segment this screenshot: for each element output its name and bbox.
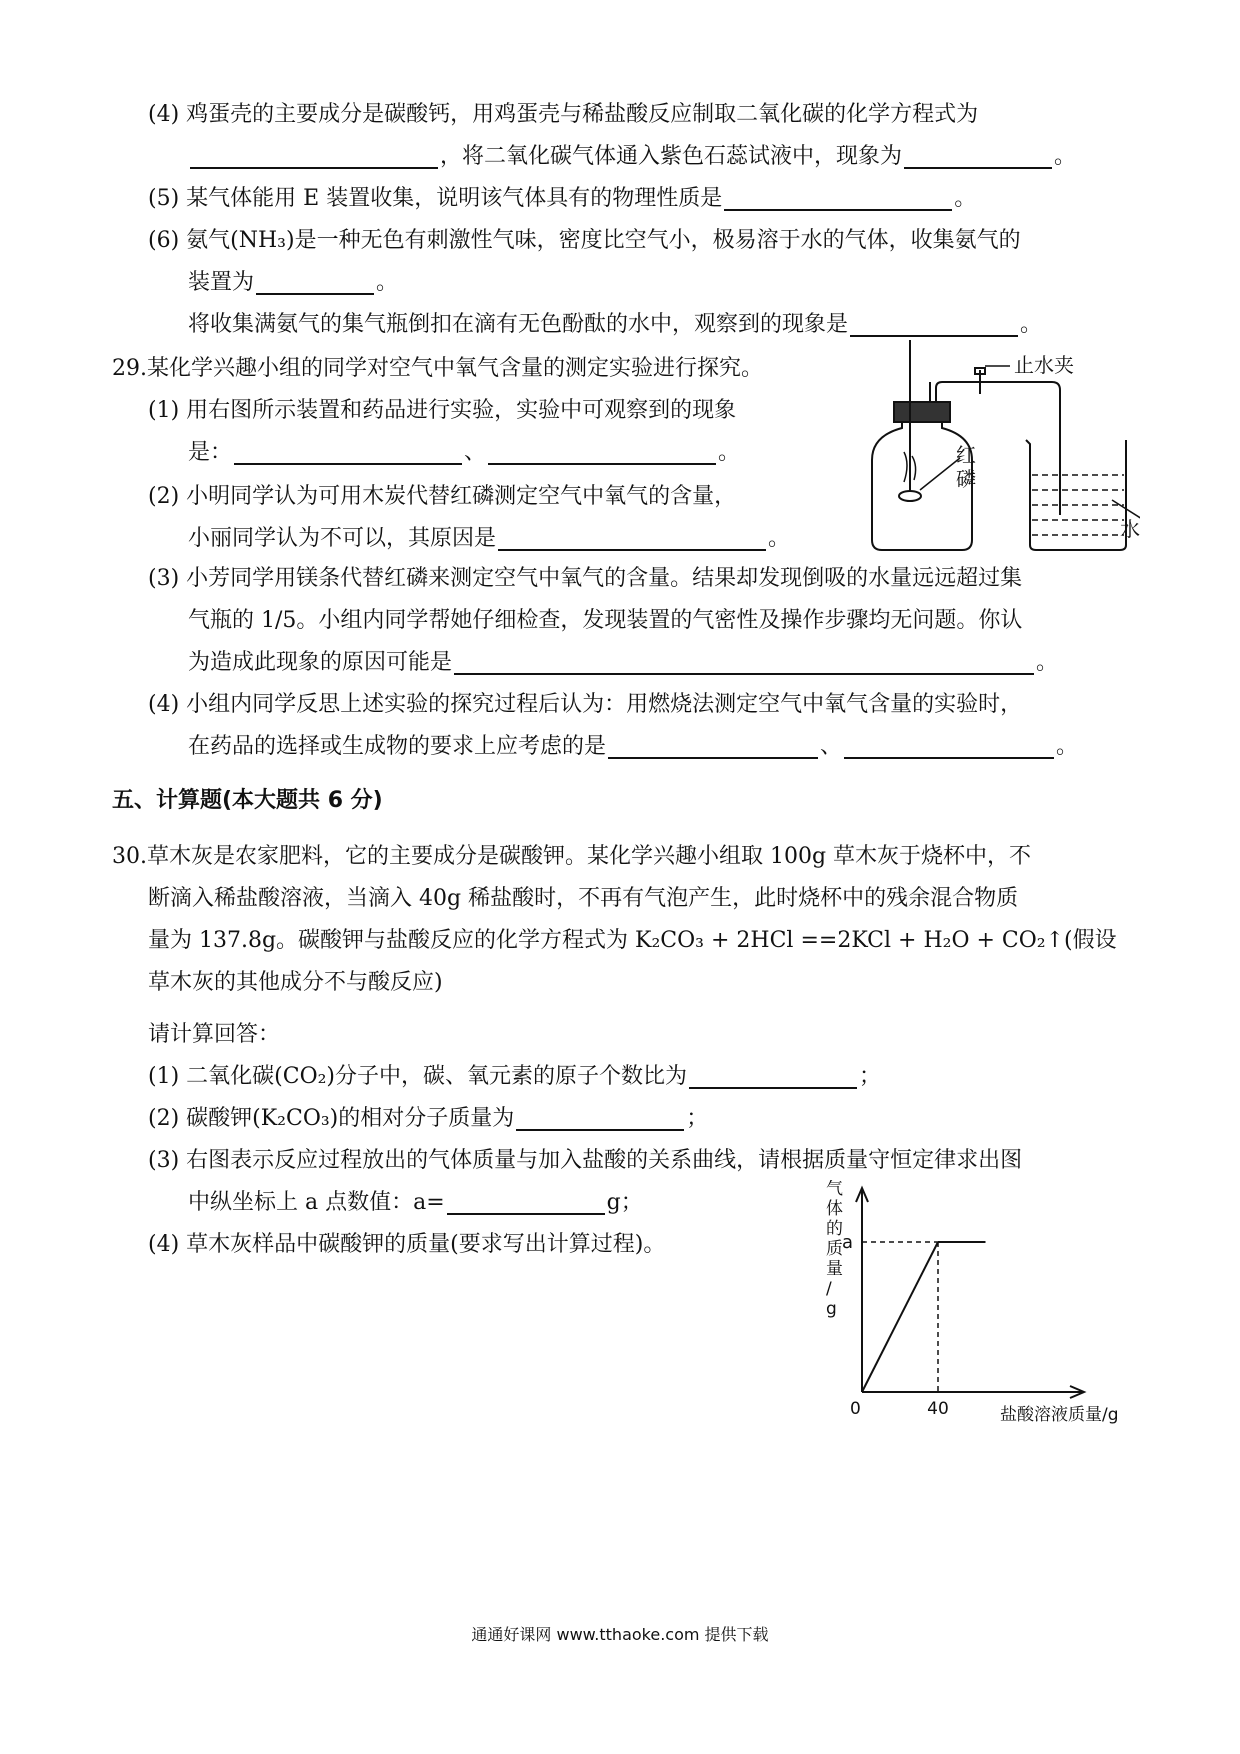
answer-blank[interactable] — [844, 731, 1054, 759]
q30-p1: (1) 二氧化碳(CO₂)分子中，碳、氧元素的原子个数比为 ； — [148, 1058, 881, 1096]
apparatus-figure — [850, 340, 1140, 555]
x-tick-label: 40 — [927, 1399, 949, 1419]
q30-line1: 30.草木灰是农家肥料，它的主要成分是碳酸钾。某化学兴趣小组取 100g 草木灰于烧杯中，不 — [112, 844, 1032, 869]
q29-p3-line1: (3) 小芳同学用镁条代替红磷来测定空气中氧气的含量。结果却发现倒吸的水量远远超过集 — [148, 566, 1023, 591]
q28-p4-line2: ，将二氧化碳气体通入紫色石蕊试液中，现象为 。 — [188, 138, 1076, 176]
q29-p4-line2: 在药品的选择或生成物的要求上应考虑的是 、 。 — [188, 728, 1078, 766]
clamp-label: 止水夹 — [1014, 353, 1074, 377]
y-tick-label: a — [842, 1232, 854, 1253]
answer-blank[interactable] — [516, 1103, 684, 1131]
answer-blank[interactable] — [724, 183, 952, 211]
answer-blank[interactable] — [447, 1187, 605, 1215]
q30-line3: 量为 137.8g。碳酸钾与盐酸反应的化学方程式为 K₂CO₃ + 2HCl ==2KCl + H₂O + CO₂↑(假设 — [148, 928, 1117, 953]
q29-title: 29.某化学兴趣小组的同学对空气中氧气含量的测定实验进行探究。 — [112, 356, 763, 381]
series-line-segment — [862, 1242, 938, 1392]
q30-p3-line2: 中纵坐标上 a 点数值：a= g； — [188, 1184, 643, 1222]
y-axis-label-char: g — [826, 1299, 837, 1319]
red-phosphorus-label-2: 磷 — [956, 467, 976, 491]
q29-p4-line1: (4) 小组内同学反思上述实验的探究过程后认为：用燃烧法测定空气中氧气含量的实验时， — [148, 692, 1023, 717]
q29-p2-line1: (2) 小明同学认为可用木炭代替红磷测定空气中氧气的含量， — [148, 484, 737, 509]
q29-p3-line2: 气瓶的 1/5。小组内同学帮她仔细检查，发现装置的气密性及操作步骤均无问题。你认 — [188, 608, 1023, 633]
gas-mass-chart — [820, 1180, 1140, 1440]
q29-p1-line2: 是： 、 。 — [188, 434, 740, 472]
q29-p3-line3: 为造成此现象的原因可能是 。 — [188, 644, 1058, 682]
q28-p4-line1: (4) 鸡蛋壳的主要成分是碳酸钙，用鸡蛋壳与稀盐酸反应制取二氧化碳的化学方程式为 — [148, 102, 979, 127]
red-phosphorus-label-1: 红 — [956, 443, 976, 467]
q28-p6-line1: (6) 氨气(NH₃)是一种无色有刺激性气味，密度比空气小，极易溶于水的气体，收集氨气的 — [148, 228, 1021, 253]
y-axis-label-char: 质 — [826, 1239, 843, 1259]
y-axis-label-char: / — [826, 1279, 832, 1299]
answer-blank[interactable] — [689, 1061, 857, 1089]
answer-blank[interactable] — [904, 141, 1052, 169]
q30-line2: 断滴入稀盐酸溶液，当滴入 40g 稀盐酸时，不再有气泡产生，此时烧杯中的残余混合物质 — [148, 886, 1019, 911]
origin-tick-label: 0 — [850, 1399, 861, 1419]
x-axis-label: 盐酸溶液质量/g — [1000, 1405, 1119, 1425]
q30-line5: 请计算回答： — [148, 1022, 281, 1047]
answer-blank[interactable] — [234, 437, 462, 465]
q30-p3-line1: (3) 右图表示反应过程放出的气体质量与加入盐酸的关系曲线，请根据质量守恒定律求出图 — [148, 1148, 1023, 1173]
y-axis-label-char: 量 — [826, 1259, 843, 1279]
section-heading: 五、计算题(本大题共 6 分) — [112, 788, 383, 813]
water-label: 水 — [1120, 517, 1140, 541]
q30-p2: (2) 碳酸钾(K₂CO₃)的相对分子质量为 ； — [148, 1100, 708, 1138]
q29-p2-line2: 小丽同学认为不可以，其原因是 。 — [188, 520, 790, 558]
q30-line4: 草木灰的其他成分不与酸反应) — [148, 970, 443, 995]
answer-blank[interactable] — [498, 523, 766, 551]
answer-blank[interactable] — [190, 141, 438, 169]
answer-blank[interactable] — [608, 731, 818, 759]
q29-p1-line1: (1) 用右图所示装置和药品进行实验，实验中可观察到的现象 — [148, 398, 737, 423]
y-axis-label-char: 体 — [826, 1199, 843, 1219]
answer-blank[interactable] — [454, 647, 1034, 675]
q28-p5: (5) 某气体能用 E 装置收集，说明该气体具有的物理性质是 。 — [148, 180, 976, 218]
q28-p6-line2: 装置为 。 — [188, 264, 398, 302]
page-footer: 通通好课网 www.tthaoke.com 提供下载 — [471, 1625, 769, 1644]
answer-blank[interactable] — [488, 437, 716, 465]
y-axis-label — [826, 1180, 843, 1319]
y-axis-label-char: 气 — [826, 1180, 843, 1199]
q28-p6-line3: 将收集满氨气的集气瓶倒扣在滴有无色酚酞的水中，观察到的现象是 。 — [188, 306, 1042, 344]
q30-p4: (4) 草木灰样品中碳酸钾的质量(要求写出计算过程)。 — [148, 1232, 666, 1257]
answer-blank[interactable] — [256, 267, 374, 295]
y-axis-label-char: 的 — [826, 1219, 843, 1239]
answer-blank[interactable] — [850, 309, 1018, 337]
